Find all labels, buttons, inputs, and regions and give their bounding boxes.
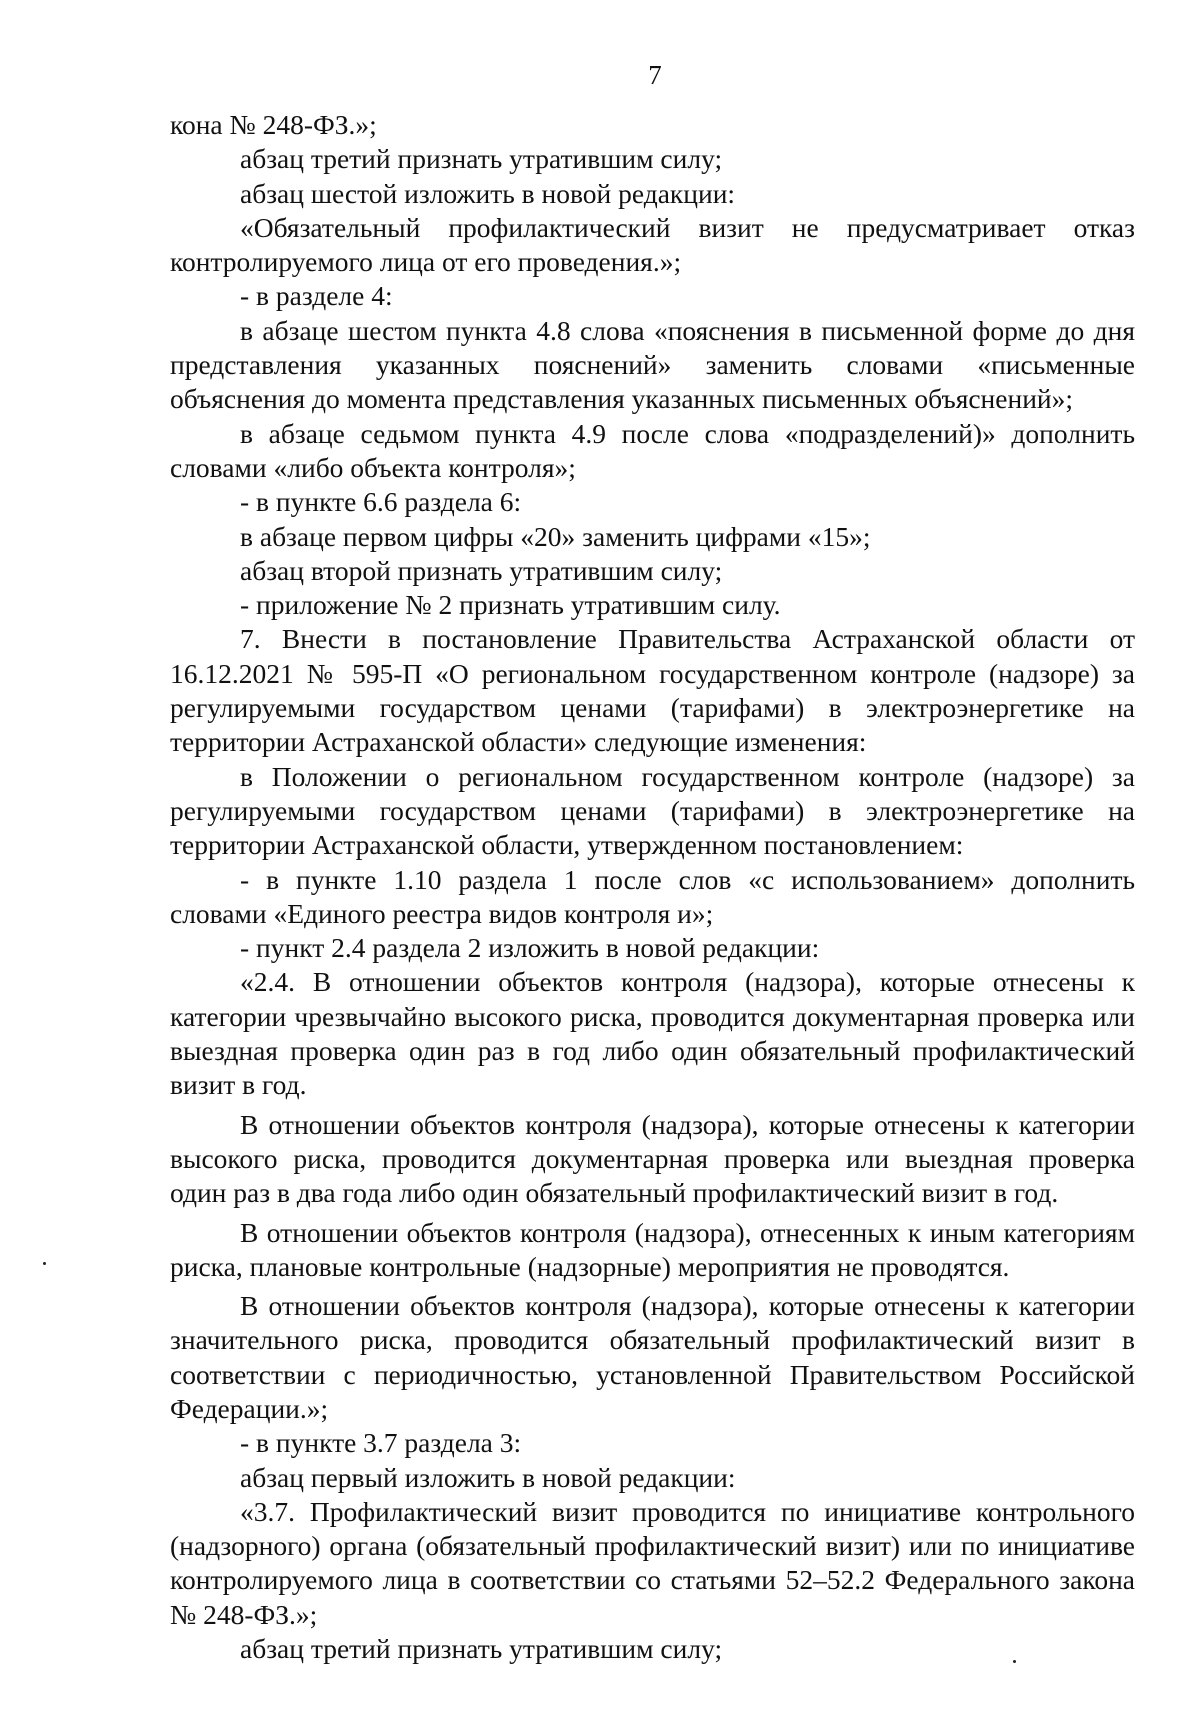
document-body: [170, 108, 1135, 1666]
paragraph: абзац второй признать утратившим силу;: [240, 554, 723, 586]
paragraph: абзац третий признать утратившим силу;: [240, 1633, 723, 1665]
paragraph: В отношении объектов контроля (надзора), отнесенных к иным категориям риска, плановые контрольные (надзорные) мероприятия не проводятся.: [170, 1216, 1135, 1282]
paragraph: абзац третий признать утратившим силу;: [240, 143, 723, 175]
paragraph: В отношении объектов контроля (надзора), которые отнесены к категории значительного риска, проводится обязательный профилактический визит в соответствии с периодичностью, установленной Правительством Российской Федерации.»;: [170, 1290, 1135, 1424]
paragraph: - пункт 2.4 раздела 2 изложить в новой редакции:: [240, 932, 820, 964]
paragraph: в абзаце первом цифры «20» заменить цифрами «15»;: [240, 520, 871, 552]
paragraph: абзац первый изложить в новой редакции:: [240, 1461, 736, 1493]
paragraph: в абзаце шестом пункта 4.8 слова «пояснения в письменной форме до дня представления указанных пояснений» заменить словами «письменные объяснения до момента представления указанных письменных объяснений»;: [170, 314, 1135, 415]
paragraph: в Положении о региональном государственном контроле (надзоре) за регулируемыми государством ценами (тарифами) в электроэнергетике на территории Астраханской области, утвержденном постановлением:: [170, 760, 1135, 861]
paragraph: «Обязательный профилактический визит не предусматривает отказ контролируемого лица от его проведения.»;: [170, 211, 1135, 278]
paragraph: абзац шестой изложить в новой редакции:: [240, 177, 736, 209]
paragraph: «2.4. В отношении объектов контроля (надзора), которые отнесены к категории чрезвычайно высокого риска, проводится документарная проверка или выездная проверка один раз в год либо один обязательный профилактический визит в год.: [170, 966, 1135, 1101]
scan-speck: [43, 1262, 46, 1265]
paragraph: - приложение № 2 признать утратившим силу.: [240, 589, 781, 621]
paragraph: - в пункте 6.6 раздела 6:: [240, 486, 522, 518]
scan-speck: [1013, 1660, 1016, 1663]
paragraph: «3.7. Профилактический визит проводится по инициативе контрольного (надзорного) органа (обязательный профилактический визит) или по инициативе контролируемого лица в соответствии со статьями 52–52.2 Федерального закона № 248-ФЗ.»;: [170, 1495, 1135, 1630]
paragraph: в абзаце седьмом пункта 4.9 после слова «подразделений)» дополнить словами «либо объекта контроля»;: [170, 417, 1135, 483]
paragraph: 7. Внести в постановление Правительства Астраханской области от 16.12.2021 № 595-П «О региональном государственном контроле (надзоре) за регулируемыми государством ценами (тарифами) в электроэнергетике на территории Астраханской области» следующие изменения:: [170, 623, 1135, 758]
paragraph: - в пункте 3.7 раздела 3:: [240, 1427, 522, 1459]
paragraph: В отношении объектов контроля (надзора), которые отнесены к категории высокого риска, проводится документарная проверка или выездная проверка один раз в два года либо один обязательный профилактический визит в год.: [170, 1108, 1135, 1209]
page-number: 7: [648, 60, 662, 90]
paragraph: - в пункте 1.10 раздела 1 после слов «с использованием» дополнить словами «Единого реестра видов контроля и»;: [170, 863, 1135, 929]
paragraph: кона № 248-ФЗ.»;: [170, 109, 377, 140]
paragraph: - в разделе 4:: [240, 280, 393, 312]
